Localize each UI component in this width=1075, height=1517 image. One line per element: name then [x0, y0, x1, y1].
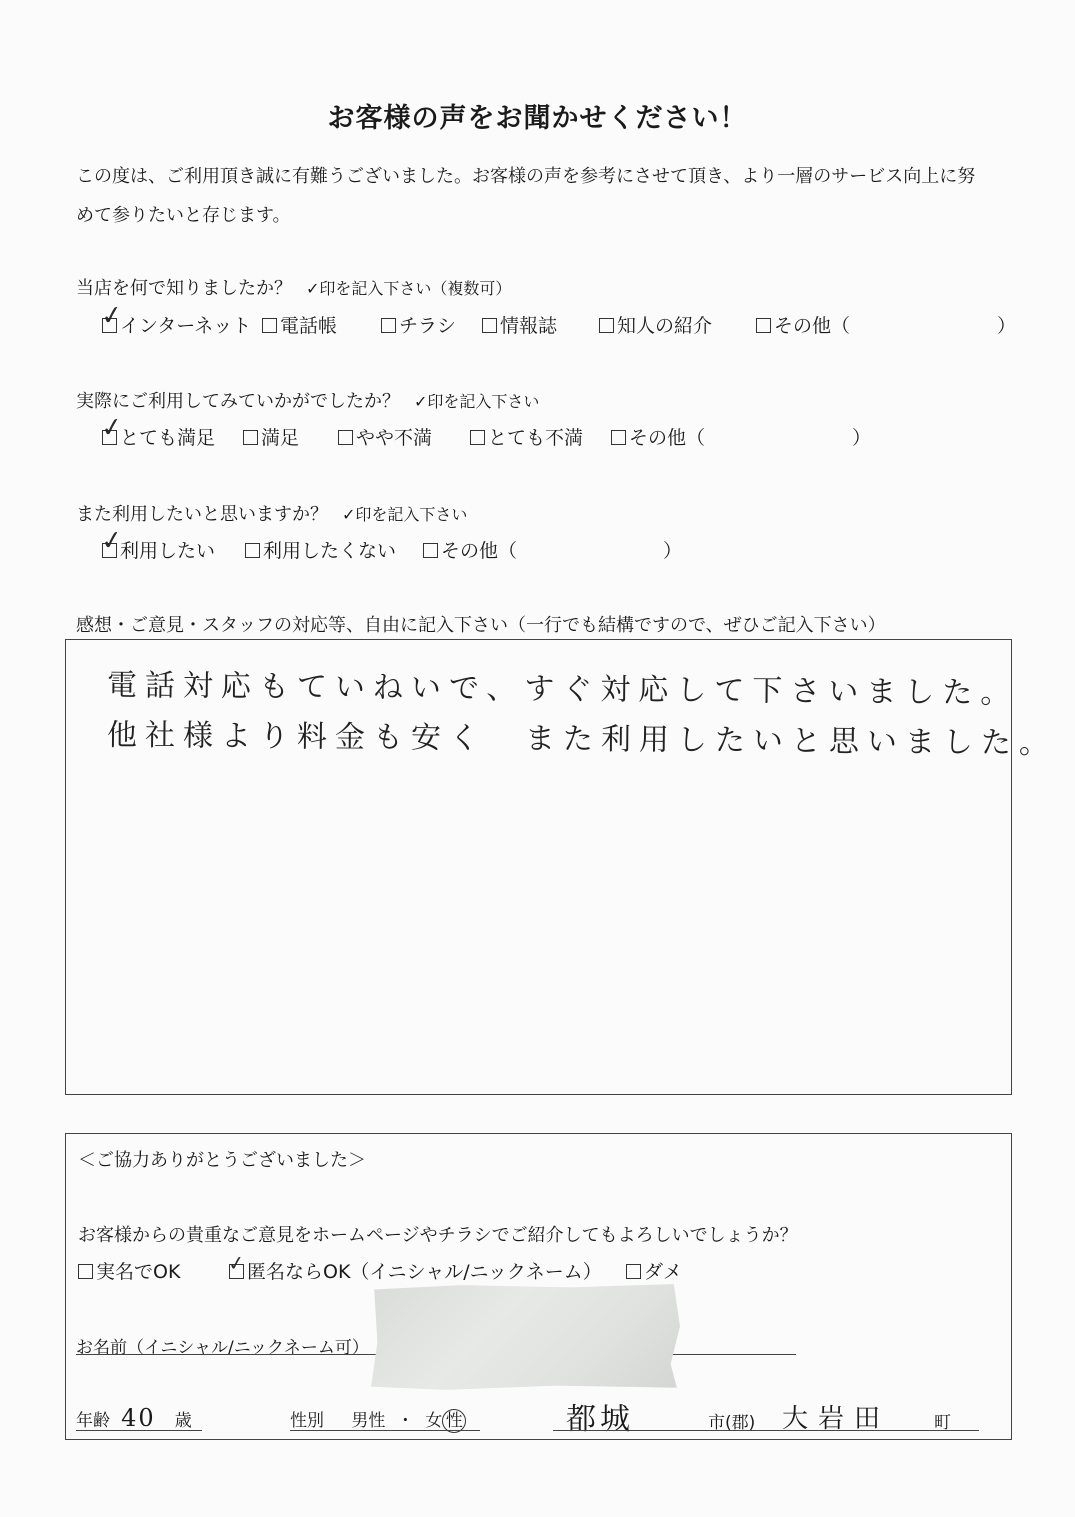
intro-line-2: めて参りたいと存じます。: [76, 205, 291, 226]
q1-option-flyer[interactable]: チラシ: [381, 311, 456, 338]
checkbox[interactable]: [381, 318, 396, 333]
name-label: お名前（イニシャル/ニックネーム可）: [76, 1338, 369, 1358]
permission-option-no[interactable]: ダメ: [626, 1257, 682, 1284]
checkbox[interactable]: [245, 543, 260, 558]
question-1-note: ✓印を記入下さい（複数可）: [306, 279, 512, 298]
comments-label: 感想・ご意見・スタッフの対応等、自由に記入下さい（一行でも結構ですので、ぜひご記入下さい）: [76, 615, 886, 636]
checkbox[interactable]: [482, 318, 497, 333]
checkbox[interactable]: [599, 318, 614, 333]
check-mark-icon: ✓: [99, 524, 125, 558]
gender-underline: [290, 1430, 480, 1431]
checkbox[interactable]: [756, 318, 771, 333]
permission-option-anonymous[interactable]: ✓ 匿名ならOK（イニシャル/ニックネーム）: [226, 1249, 602, 1283]
checkbox[interactable]: [626, 1264, 641, 1279]
age-value: 40: [121, 1404, 156, 1432]
gender-female-prefix: 女: [425, 1411, 443, 1431]
checkbox[interactable]: [611, 430, 626, 445]
checkbox[interactable]: [243, 430, 258, 445]
question-1-label: 当店を何で知りましたか？: [76, 278, 292, 299]
permission-question: お客様からの貴重なご意見をホームページやチラシでご紹介してもよろしいでしょうか？: [78, 1225, 798, 1246]
q3-option-no[interactable]: 利用したくない: [245, 536, 396, 563]
q1-option-other[interactable]: その他（: [756, 311, 850, 338]
q2-option-satisfied[interactable]: 満足: [243, 423, 299, 450]
question-3: [76, 500, 467, 526]
handwritten-comment-line-1: 電話対応もていねいで、すぐ対応して下さいました。: [106, 668, 1019, 711]
form-title: お客様の声をお聞かせください！: [327, 103, 748, 134]
gender-male: 男性: [351, 1411, 386, 1431]
age-field[interactable]: 年齢 40 歳: [76, 1404, 192, 1432]
question-3-note: ✓印を記入下さい: [342, 505, 468, 524]
q2-other-close: ）: [852, 427, 872, 449]
q2-option-other[interactable]: その他（: [611, 423, 705, 450]
city-value: 都城: [566, 1402, 634, 1437]
check-mark-icon: ✓: [99, 411, 125, 445]
q1-other-close: ）: [997, 315, 1017, 337]
q1-option-phonebook[interactable]: 電話帳: [262, 311, 337, 338]
checkbox[interactable]: [423, 543, 438, 558]
permission-option-real-name[interactable]: 実名でOK: [78, 1257, 180, 1284]
age-underline: [76, 1430, 202, 1431]
gender-field[interactable]: 性別 男性 ・ 女 性: [290, 1406, 466, 1433]
check-mark-icon: ✓: [226, 1249, 247, 1277]
checkbox-checked[interactable]: [226, 1249, 247, 1279]
q2-option-very-satisfied[interactable]: ✓ とても満足: [99, 411, 216, 449]
check-mark-icon: ✓: [99, 299, 125, 333]
gender-female-circled: 性: [442, 1409, 466, 1433]
address-underline: [553, 1430, 979, 1431]
checkbox-checked[interactable]: [99, 524, 125, 558]
q2-option-somewhat-dissatisfied[interactable]: やや不満: [338, 423, 432, 450]
question-3-label: また利用したいと思いますか？: [76, 504, 328, 525]
checkbox-checked[interactable]: [99, 411, 125, 445]
checkbox[interactable]: [470, 430, 485, 445]
redaction-sticker: [368, 1283, 680, 1391]
q1-option-magazine[interactable]: 情報誌: [482, 311, 557, 338]
checkbox-checked[interactable]: [99, 299, 125, 333]
question-2-note: ✓印を記入下さい: [414, 392, 540, 411]
q3-option-yes[interactable]: ✓ 利用したい: [99, 524, 216, 562]
town-value: 大岩田: [782, 1404, 891, 1434]
checkbox[interactable]: [262, 318, 277, 333]
town-label: 町: [934, 1413, 951, 1433]
intro-line-1: この度は、ご利用頂き誠に有難うございました。お客様の声を参考にさせて頂き、より一層のサービス向上に努: [76, 166, 976, 187]
handwritten-comment-line-2: 他社様より料金も安く また利用したいと思いました。: [106, 717, 1058, 762]
question-2-label: 実際にご利用してみていかがでしたか？: [76, 391, 400, 412]
footer-box: [65, 1133, 1012, 1440]
checkbox[interactable]: [338, 430, 353, 445]
q3-other-close: ）: [663, 540, 683, 562]
q1-option-referral[interactable]: 知人の紹介: [599, 311, 712, 338]
question-1: [76, 274, 511, 300]
city-label: 市(郡): [708, 1413, 756, 1433]
question-2: [76, 387, 539, 413]
checkbox[interactable]: [78, 1264, 93, 1279]
q3-option-other[interactable]: その他（: [423, 536, 517, 563]
thanks-message: ＜ご協力ありがとうございました＞: [78, 1150, 366, 1171]
q2-option-very-dissatisfied[interactable]: とても不満: [470, 423, 583, 450]
q1-option-internet[interactable]: ✓ インターネット: [99, 299, 252, 337]
